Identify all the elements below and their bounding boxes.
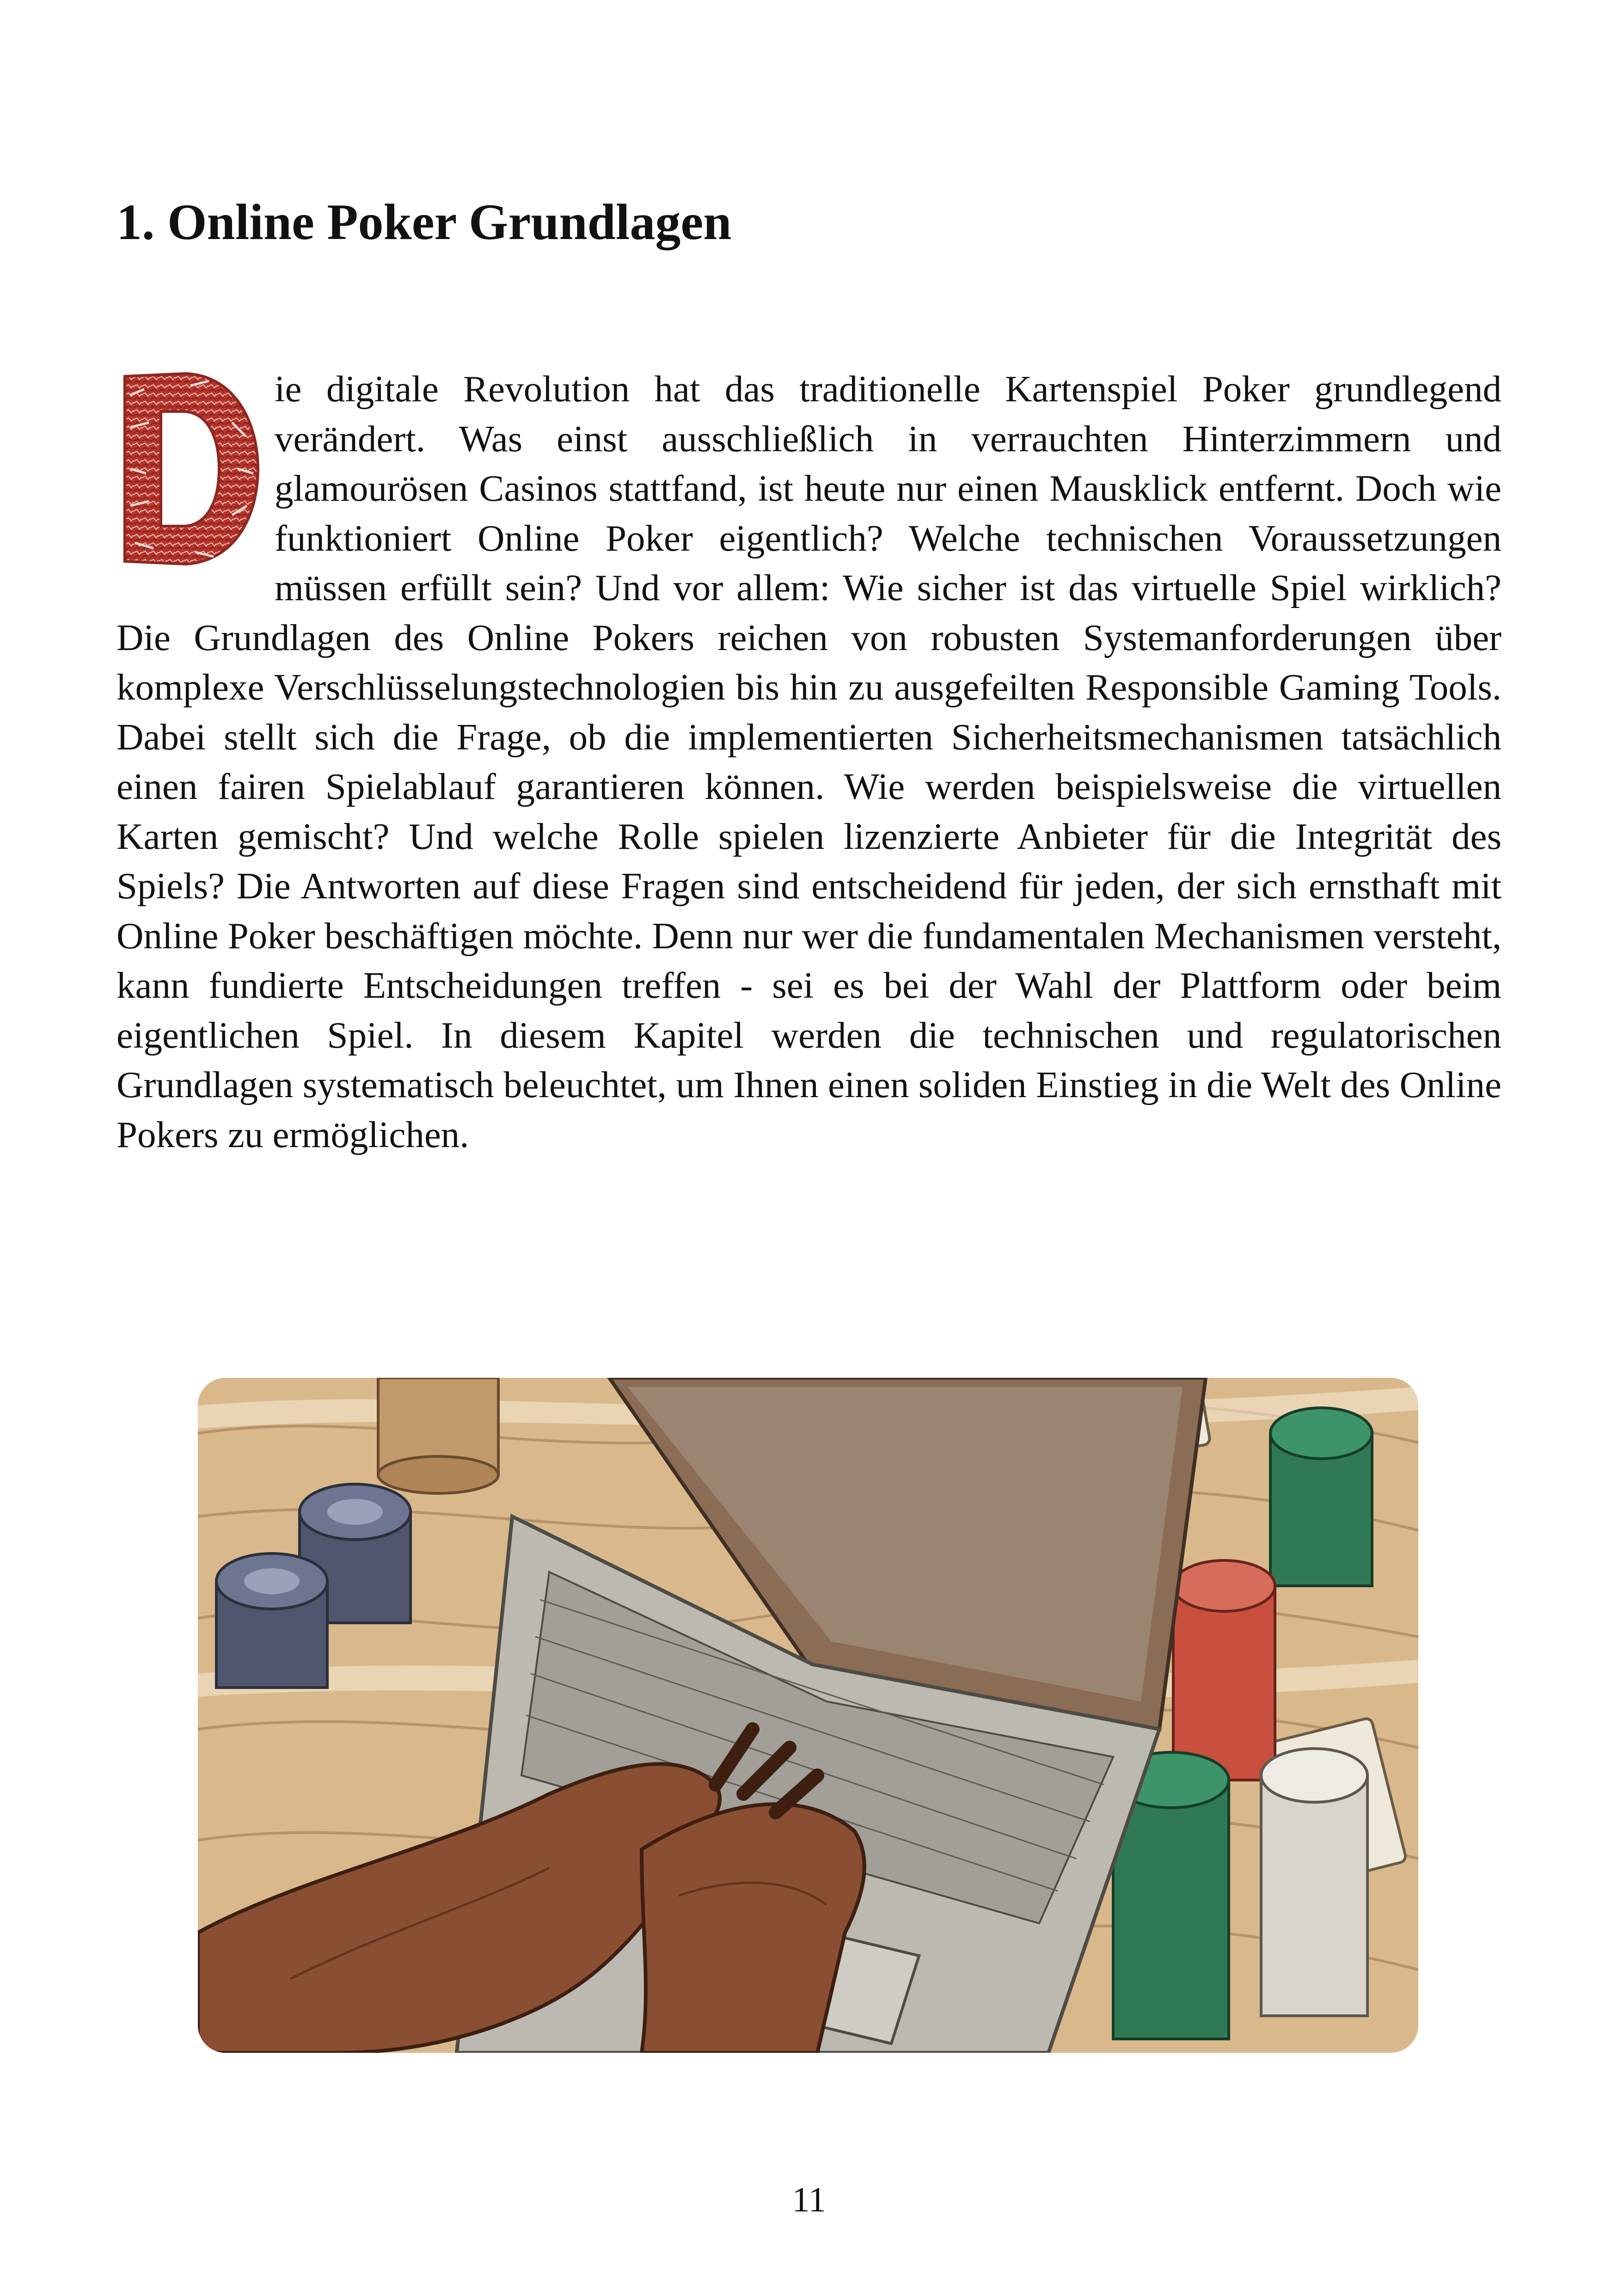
chapter-title: 1. Online Poker Grundlagen	[116, 194, 732, 250]
brown-chip-stack	[378, 1378, 498, 1493]
online-poker-scene-icon	[198, 1378, 1418, 2053]
chapter-intro-paragraph	[116, 364, 1502, 1160]
chapter-body-text: ie digitale Revolution hat das traditionelle Kartenspiel Poker grundlegend verändert. Was einst ausschließlich in verrauchten Hinterzimmern und glamourösen Casinos stattfand, ist heute nur einen Mausklick entfernt. Doch wie funktioniert Online Poker eigentlich? Welche technischen Voraussetzungen müssen erfüllt sein? Und vor allem: Wie sicher ist das virtuelle Spiel wirklich? Die Grundlagen des Online Pokers reichen von robusten Systemanforderungen über komplexe Verschlüsselungstechnologien bis hin zu ausgefeilten Responsible Gaming Tools. Dabei stellt sich die Frage, ob die implementierten Sicherheitsmechanismen tatsächlich einen fairen Spielablauf garantieren können. Wie werden beispielsweise die virtuellen Karten gemischt? Und welche Rolle spielen lizenzierte Anbieter für die Integrität des Spiels? Die Antworten auf diese Fragen sind entscheidend für jeden, der sich ernsthaft mit Online Poker beschäftigen möchte. Denn nur wer die fundamentalen Mechanismen versteht, kann fundierte Entscheidungen treffen - sei es bei der Wahl der Plattform oder beim eigentlichen Spiel. In diesem Kapitel werden die technischen und regulatorischen Grundlagen systematisch beleuchtet, um Ihnen einen soliden Einstieg in die Welt des Online Pokers zu ermöglichen.	[116, 368, 1502, 1155]
dropcap-d-icon	[116, 367, 264, 571]
page-number: 11	[792, 2180, 826, 2219]
poker-laptop-illustration	[198, 1378, 1418, 2053]
dropcap-d	[116, 367, 264, 571]
